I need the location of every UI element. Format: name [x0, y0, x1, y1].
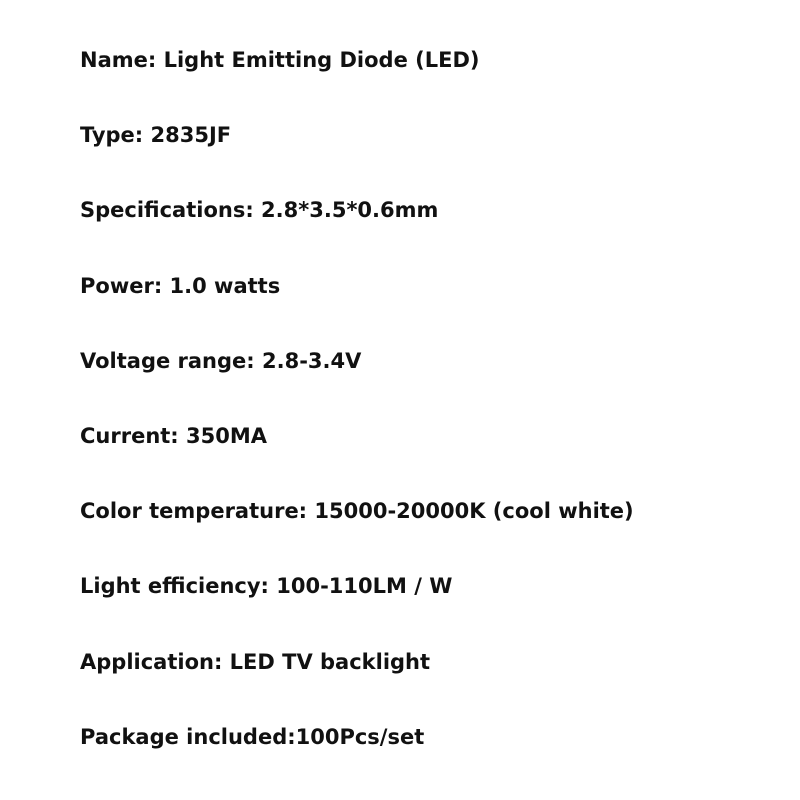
spec-current: Current: 350MA — [80, 424, 268, 448]
spec-power: Power: 1.0 watts — [80, 274, 281, 298]
spec-name: Name: Light Emitting Diode (LED) — [80, 48, 480, 72]
spec-voltage-range: Voltage range: 2.8-3.4V — [80, 349, 362, 373]
spec-specifications: Specifications: 2.8*3.5*0.6mm — [80, 198, 439, 222]
spec-application: Application: LED TV backlight — [80, 650, 431, 674]
spec-package-included: Package included:100Pcs/set — [80, 725, 425, 749]
spec-type: Type: 2835JF — [80, 123, 232, 147]
spec-light-efficiency: Light efficiency: 100-110LM / W — [80, 574, 453, 598]
spec-color-temperature: Color temperature: 15000-20000K (cool white) — [80, 499, 634, 523]
